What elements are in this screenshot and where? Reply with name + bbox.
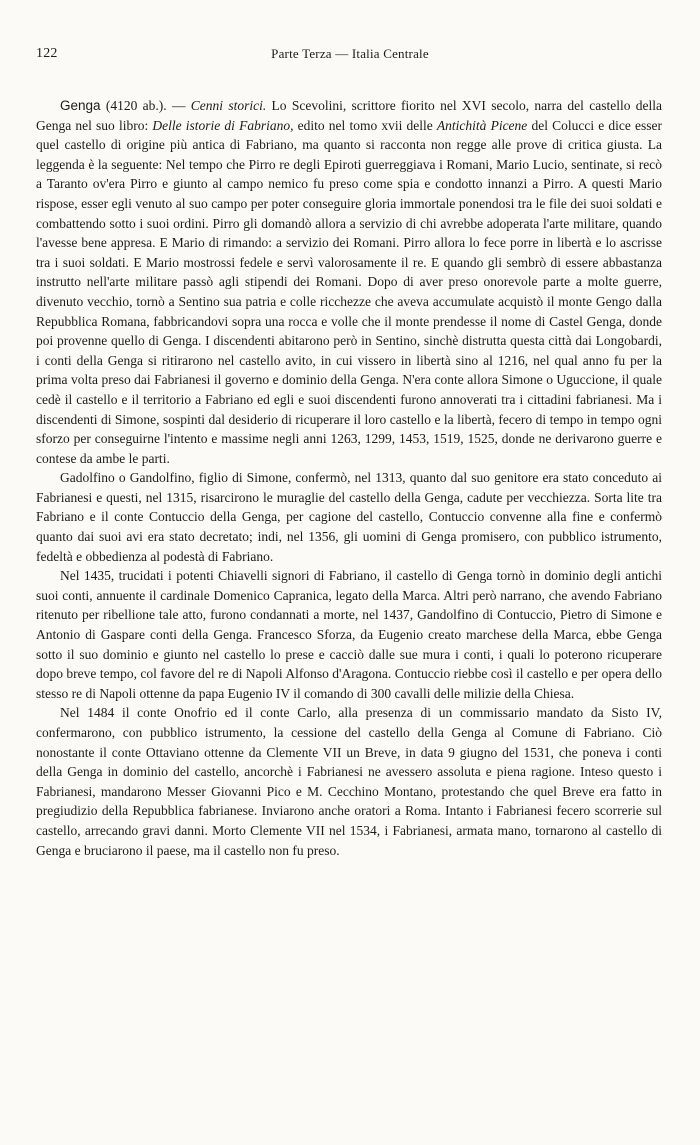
paragraph-1-text-c: edito nel tomo xvii delle	[297, 117, 433, 133]
entry-title: Genga	[60, 98, 101, 113]
running-header	[36, 46, 664, 68]
book-title: Delle istorie di Fabriano,	[152, 117, 294, 133]
paragraph-2: Gadolfino o Gandolfino, figlio di Simone, confermò, nel 1313, quanto dal suo genitore era stato conceduto ai Fabrianesi e questi, nel 1315, risarcirono le muraglie del castello della Genga, cadute per vecchiezza. Sorta lite tra Fabriano e il conte Contuccio della Genga, per cagione del castello, Contuccio convenne alla fine e confermò quanto dai suoi avi era stato decretato; indi, nel 1356, gli uomini di Genga promisero, con pubblico istrumento, fedeltà e obbedienza al podestà di Fabriano.	[36, 470, 662, 564]
paragraph-1	[36, 96, 662, 468]
entry-population: (4120 ab.). —	[105, 98, 186, 113]
paragraph-1-text-a: Lo Scevolini, scrittore fiorito nel XVI secolo, narra del castello della Genga nel suo libro:	[36, 98, 663, 133]
series-title: Antichità Picene	[436, 117, 528, 133]
paragraph-1-text-e: del Colucci e dice esser quel castello di origine più antica di Fabriano, ma quanto si racconta non regge alle prove di critica giusta. La leggenda è la seguente: Nel tempo che Pirro re degli Epiroti guerreggiava i Romani, Mario Lucio, sentinate, si recò a Taranto ov'era Pirro e giunto al campo nemico fu preso come spia e condotto innanzi a Pirro. A questi Mario rispose, esser egli venuto al suo campo per poter conseguire gloria immortale ponendosi tra le file dei suoi soldati e combattendo sotto i suoi ordini. Pirro gli domandò allora a servizio di chi avrebbe adoperata l'arte militare, quando l'avesse bene appresa. E Mario di rimando: a servizio dei Romani. Pirro allora lo fece porre in libertà e lo ascrisse tra i suoi soldati. E Mario mostrossi fedele e servì valorosamente il re. E quando gli sembrò di essere abbastanza instrutto nell'arte militare passò agli stipendi dei Romani. Dopo di aver preso onorevole parte a molte guerre, divenuto vecchio, tornò a Sentino sua patria e colle ricchezze che aveva accumulate acquistò il monte Gengo dalla Repubblica Romana, fabbricandovi sopra una rocca e volle che il monte prendesse il nome di Castel Genga, donde poi provenne quello di Genga. I discendenti abitarono però in Sentino, sinchè distrutta questa città dai Longobardi, i conti della Genga si ritirarono nel castello avito, in cui vissero in libertà sino al 1216, nel qual anno fu per la prima volta preso dai Fabrianesi il governo e dominio della Genga. N'era conte allora Simone o Uguccione, il quale cedè il castello e il territorio a Fabriano ed egli e suoi discendenti furono annoverati tra i cittadini fabrianesi. Ma i discendenti di Simone, sospinti dal desiderio di ricuperare il loro castello e la libertà, fecero di tempo in tempo ogni sforzo per conseguirne l'intento e massime negli anni 1263, 1299, 1453, 1519, 1525, donde ne derivarono guerre e contese da ambe le parti.	[36, 117, 663, 466]
paragraph-4: Nel 1484 il conte Onofrio ed il conte Carlo, alla presenza di un commissario mandato da Sisto IV, confermarono, con pubblico istrumento, la cessione del castello della Genga al Comune di Fabriano. Ciò nonostante il conte Ottaviano ottenne da Clemente VII un Breve, in data 9 giugno del 1531, che poneva i conti della Genga in dominio del castello, ancorchè i Fabrianesi ne avessero assoluta e piena ragione. Inteso questo i Fabrianesi, mandarono Messer Giovanni Pico e M. Cecchino Montano, protestando che quel Breve era fatto in pregiudizio della Repubblica fabrianese. Inviarono anche oratori a Roma. Intanto i Fabrianesi fecero scorrerie sul castello, arrecando gravi danni. Morto Clemente VII nel 1534, i Fabrianesi, armata mano, tornarono al castello di Genga e bruciarono il paese, ma il castello non fu preso.	[36, 705, 662, 858]
running-title: Parte Terza — Italia Centrale	[271, 46, 429, 61]
body-text	[36, 96, 662, 860]
page-number: 122	[36, 46, 58, 61]
paragraph-3: Nel 1435, trucidati i potenti Chiavelli signori di Fabriano, il castello di Genga tornò in dominio degli antichi suoi conti, annuente il cardinale Domenico Capranica, legato della Marca. Altri però narrano, che avendo Fabriano ritenuto per ribellione tale atto, furono condannati a morte, nel 1437, Gandolfino di Contuccio, Pietro di Simone e Antonio di Gaspare conti della Genga. Francesco Sforza, da Eugenio creato marchese della Marca, ebbe Genga sotto il suo dominio e giunto nel castello lo prese e cacciò dalle sue mura i conti, i quali lo poterono ricuperare dopo breve tempo, col favore del re di Napoli Alfonso d'Aragona. Contuccio riebbe così il castello e per opera dello stesso re di Napoli ottenne da papa Eugenio IV il comando di 300 cavalli delle milizie della Chiesa.	[36, 568, 662, 701]
section-label: Cenni storici.	[190, 98, 267, 113]
